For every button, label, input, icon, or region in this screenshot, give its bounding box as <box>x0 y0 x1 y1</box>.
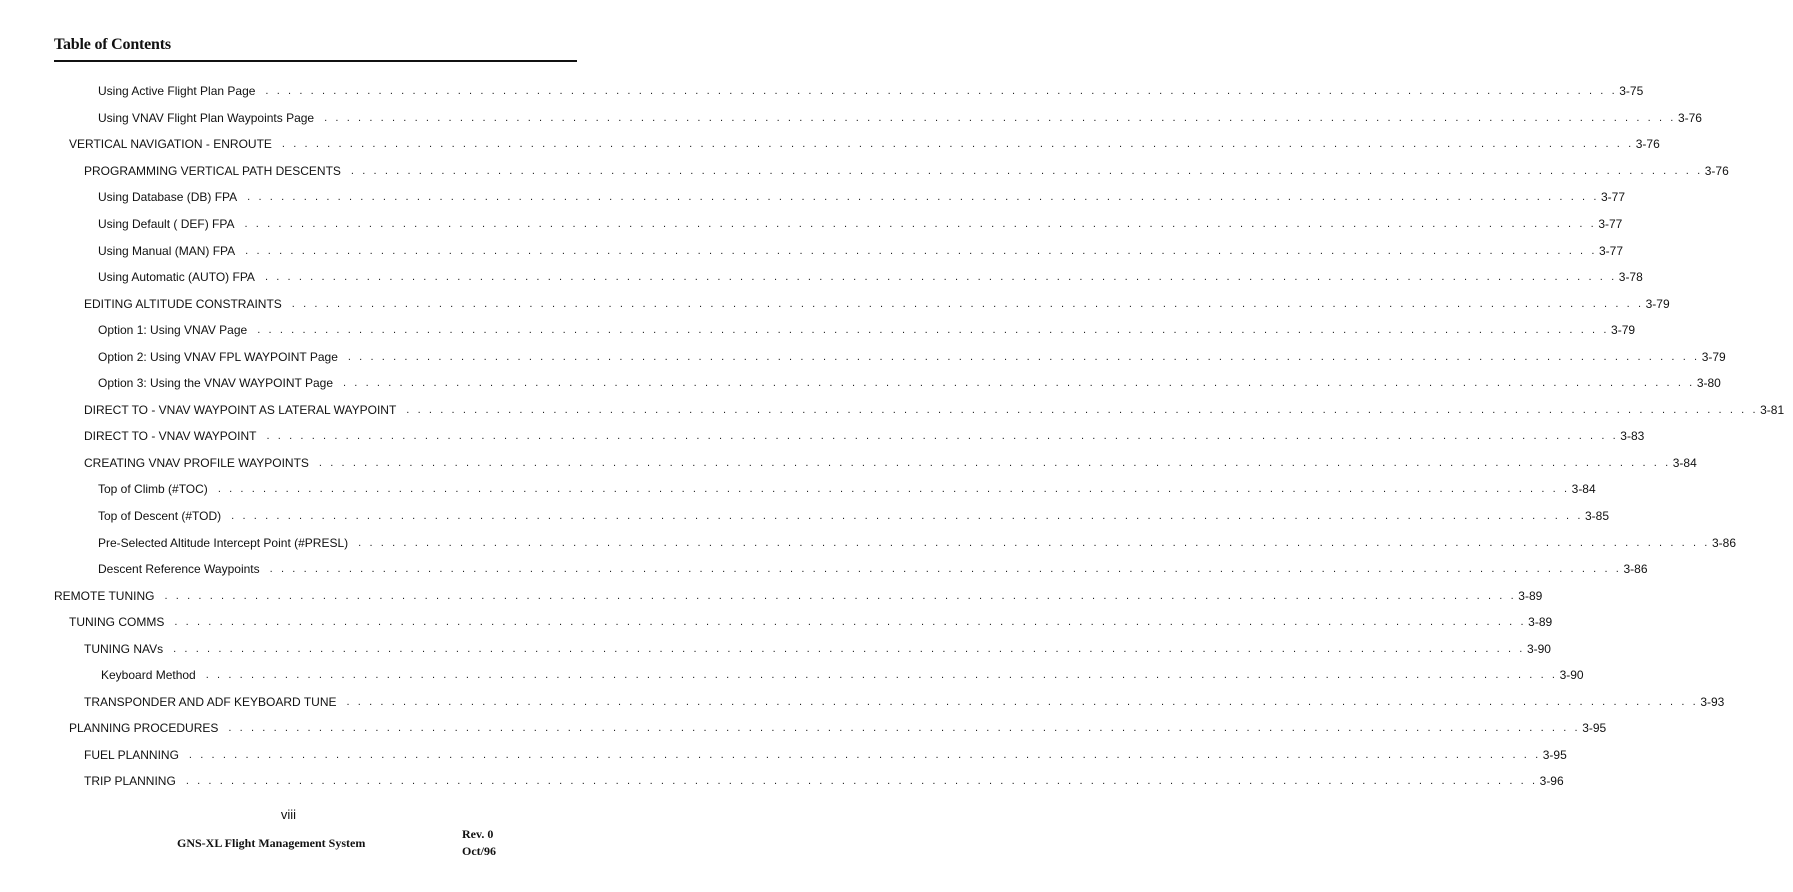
toc-entry-title: TRIP PLANNING <box>84 774 176 789</box>
revision-date: Oct/96 <box>462 844 496 858</box>
toc-dot-leader: . . . . . . . . . . . . . . . . . . . . . . . . . . . . . . . . . . . . . . . . . . . . . . . . . . . . . . . . . . . . . . . . . . . . . . . . . . . . . . . . . . . . . . . . . . . . . . . . . . . . . . . . . . . . . . . . . . . . . . . . <box>217 483 1570 496</box>
toc-entry-title: Pre-Selected Altitude Intercept Point (#PRESL) <box>98 535 349 550</box>
toc-entry-title: DIRECT TO - VNAV WAYPOINT <box>84 429 257 444</box>
toc-dot-leader: . . . . . . . . . . . . . . . . . . . . . . . . . . . . . . . . . . . . . . . . . . . . . . . . . . . . . . . . . . . . . . . . . . . . . . . . . . . . . . . . . . . . . . . . . . . . . . . . . . . . . . . . . . . . . . . . . . . . . . . . <box>343 377 1695 390</box>
toc-entry <box>0 397 1785 424</box>
toc-entry-page: 3-90 <box>1526 641 1551 656</box>
toc-entry <box>0 105 1702 132</box>
toc-dot-leader: . . . . . . . . . . . . . . . . . . . . . . . . . . . . . . . . . . . . . . . . . . . . . . . . . . . . . . . . . . . . . . . . . . . . . . . . . . . . . . . . . . . . . . . . . . . . . . . . . . . . . . . . . . . . . . . . . . . . . . . . <box>347 350 1700 363</box>
toc-dot-leader: . . . . . . . . . . . . . . . . . . . . . . . . . . . . . . . . . . . . . . . . . . . . . . . . . . . . . . . . . . . . . . . . . . . . . . . . . . . . . . . . . . . . . . . . . . . . . . . . . . . . . . . . . . . . . . . . . . . . . . . . <box>269 563 1622 576</box>
toc-entry <box>0 131 1660 158</box>
toc-entry-page: 3-76 <box>1635 137 1660 152</box>
toc-dot-leader: . . . . . . . . . . . . . . . . . . . . . . . . . . . . . . . . . . . . . . . . . . . . . . . . . . . . . . . . . . . . . . . . . . . . . . . . . . . . . . . . . . . . . . . . . . . . . . . . . . . . . . . . . . . . . . . . . . . . . . . . <box>188 748 1541 761</box>
toc-dot-leader: . . . . . . . . . . . . . . . . . . . . . . . . . . . . . . . . . . . . . . . . . . . . . . . . . . . . . . . . . . . . . . . . . . . . . . . . . . . . . . . . . . . . . . . . . . . . . . . . . . . . . . . . . . . . . . . . . . . . . . . . <box>174 616 1527 629</box>
toc-entry <box>0 715 1607 742</box>
toc-entry <box>0 609 1553 636</box>
toc-entry-title: VERTICAL NAVIGATION - ENROUTE <box>69 137 272 152</box>
page-number: viii <box>280 807 297 822</box>
toc-dot-leader: . . . . . . . . . . . . . . . . . . . . . . . . . . . . . . . . . . . . . . . . . . . . . . . . . . . . . . . . . . . . . . . . . . . . . . . . . . . . . . . . . . . . . . . . . . . . . . . . . . . . . . . . . . . . . . . . . . . . . . . . <box>185 775 1538 788</box>
toc-entry-page: 3-84 <box>1571 482 1596 497</box>
toc-entry-title: EDITING ALTITUDE CONSTRAINTS <box>84 296 282 311</box>
toc-entry-page: 3-89 <box>1518 588 1543 603</box>
toc-entry-page: 3-96 <box>1539 774 1564 789</box>
toc-entry <box>0 211 1623 238</box>
toc-entry-title: Using Default ( DEF) FPA <box>98 217 235 231</box>
toc-entry-title: TUNING NAVs <box>84 641 164 656</box>
toc-entry <box>0 476 1596 503</box>
toc-entry <box>0 290 1670 317</box>
toc-entry <box>0 237 1624 264</box>
toc-entry-page: 3-80 <box>1696 376 1721 391</box>
toc-entry-page: 3-93 <box>1700 694 1725 709</box>
toc-dot-leader: . . . . . . . . . . . . . . . . . . . . . . . . . . . . . . . . . . . . . . . . . . . . . . . . . . . . . . . . . . . . . . . . . . . . . . . . . . . . . . . . . . . . . . . . . . . . . . . . . . . . . . . . . . . . . . . . . . . . . . . . <box>264 271 1617 284</box>
page-title: Table of Contents <box>54 36 171 53</box>
toc-entry <box>0 662 1584 689</box>
toc-dot-leader: . . . . . . . . . . . . . . . . . . . . . . . . . . . . . . . . . . . . . . . . . . . . . . . . . . . . . . . . . . . . . . . . . . . . . . . . . . . . . . . . . . . . . . . . . . . . . . . . . . . . . . . . . . . . . . . . . . . . . . . . <box>245 244 1597 257</box>
toc-entry <box>0 450 1697 477</box>
toc-dot-leader: . . . . . . . . . . . . . . . . . . . . . . . . . . . . . . . . . . . . . . . . . . . . . . . . . . . . . . . . . . . . . . . . . . . . . . . . . . . . . . . . . . . . . . . . . . . . . . . . . . . . . . . . . . . . . . . . . . . . . . . . <box>257 324 1610 337</box>
revision-label: Rev. 0 <box>462 827 494 841</box>
toc-dot-leader: . . . . . . . . . . . . . . . . . . . . . . . . . . . . . . . . . . . . . . . . . . . . . . . . . . . . . . . . . . . . . . . . . . . . . . . . . . . . . . . . . . . . . . . . . . . . . . . . . . . . . . . . . . . . . . . . . . . . . . . . <box>406 403 1759 416</box>
toc-entry-title: PLANNING PROCEDURES <box>69 721 219 736</box>
document-title: GNS-XL Flight Management System <box>177 836 366 850</box>
toc-entry-title: Using Active Flight Plan Page <box>98 84 256 99</box>
toc-entry <box>0 689 1725 716</box>
toc-entry <box>0 184 1626 211</box>
toc-entry-page: 3-76 <box>1704 163 1729 178</box>
header-divider <box>54 60 577 62</box>
toc-entry <box>0 768 1564 795</box>
toc-entry-title: Using Manual (MAN) FPA <box>98 243 236 258</box>
toc-entry <box>0 529 1736 556</box>
toc-entry-page: 3-86 <box>1623 562 1648 577</box>
toc-entry-title: Option 1: Using VNAV Page <box>98 323 248 338</box>
toc-entry-page: 3-85 <box>1585 509 1610 524</box>
toc-entry <box>0 158 1729 185</box>
toc-dot-leader: . . . . . . . . . . . . . . . . . . . . . . . . . . . . . . . . . . . . . . . . . . . . . . . . . . . . . . . . . . . . . . . . . . . . . . . . . . . . . . . . . . . . . . . . . . . . . . . . . . . . . . . . . . . . . . . . . . . . . . . . <box>247 191 1599 204</box>
toc-dot-leader: . . . . . . . . . . . . . . . . . . . . . . . . . . . . . . . . . . . . . . . . . . . . . . . . . . . . . . . . . . . . . . . . . . . . . . . . . . . . . . . . . . . . . . . . . . . . . . . . . . . . . . . . . . . . . . . . . . . . . . . . <box>244 218 1597 230</box>
toc-entry <box>0 317 1636 344</box>
toc-entry-page: 3-84 <box>1672 455 1697 470</box>
toc-entry <box>0 78 1644 105</box>
toc-entry-page: 3-79 <box>1611 323 1636 338</box>
toc-entry <box>0 503 1610 530</box>
toc-entry-title: Using VNAV Flight Plan Waypoints Page <box>98 110 315 125</box>
toc-entry-title: FUEL PLANNING <box>84 747 179 762</box>
toc-entry-page: 3-77 <box>1601 190 1626 205</box>
toc-entry-page: 3-77 <box>1598 217 1623 231</box>
toc-entry-page: 3-90 <box>1559 668 1584 683</box>
toc-entry-page: 3-78 <box>1618 270 1643 285</box>
toc-entry-page: 3-75 <box>1619 84 1644 99</box>
toc-entry-title: TRANSPONDER AND ADF KEYBOARD TUNE <box>84 694 337 709</box>
toc-entry-title: Top of Descent (#TOD) <box>98 509 222 524</box>
toc-dot-leader: . . . . . . . . . . . . . . . . . . . . . . . . . . . . . . . . . . . . . . . . . . . . . . . . . . . . . . . . . . . . . . . . . . . . . . . . . . . . . . . . . . . . . . . . . . . . . . . . . . . . . . . . . . . . . . . . . . . . . . . . <box>173 642 1525 655</box>
toc-entry-page: 3-89 <box>1528 615 1553 630</box>
table-of-contents <box>0 78 1785 795</box>
toc-entry-page: 3-76 <box>1677 110 1702 125</box>
toc-entry-title: Using Database (DB) FPA <box>98 190 238 205</box>
toc-entry <box>0 423 1645 450</box>
toc-dot-leader: . . . . . . . . . . . . . . . . . . . . . . . . . . . . . . . . . . . . . . . . . . . . . . . . . . . . . . . . . . . . . . . . . . . . . . . . . . . . . . . . . . . . . . . . . . . . . . . . . . . . . . . . . . . . . . . . . . . . . . . . <box>266 430 1619 443</box>
toc-dot-leader: . . . . . . . . . . . . . . . . . . . . . . . . . . . . . . . . . . . . . . . . . . . . . . . . . . . . . . . . . . . . . . . . . . . . . . . . . . . . . . . . . . . . . . . . . . . . . . . . . . . . . . . . . . . . . . . . . . . . . . . . <box>358 536 1710 549</box>
toc-dot-leader: . . . . . . . . . . . . . . . . . . . . . . . . . . . . . . . . . . . . . . . . . . . . . . . . . . . . . . . . . . . . . . . . . . . . . . . . . . . . . . . . . . . . . . . . . . . . . . . . . . . . . . . . . . . . . . . . . . . . . . . . <box>265 85 1618 98</box>
toc-entry <box>0 742 1567 769</box>
toc-dot-leader: . . . . . . . . . . . . . . . . . . . . . . . . . . . . . . . . . . . . . . . . . . . . . . . . . . . . . . . . . . . . . . . . . . . . . . . . . . . . . . . . . . . . . . . . . . . . . . . . . . . . . . . . . . . . . . . . . . . . . . . . <box>318 456 1671 469</box>
toc-entry-title: REMOTE TUNING <box>54 588 155 603</box>
toc-entry-title: PROGRAMMING VERTICAL PATH DESCENTS <box>84 163 341 178</box>
toc-entry-title: Option 3: Using the VNAV WAYPOINT Page <box>98 376 333 391</box>
toc-entry <box>0 556 1648 583</box>
toc-entry-page: 3-79 <box>1645 296 1670 311</box>
toc-entry <box>0 264 1643 291</box>
toc-dot-leader: . . . . . . . . . . . . . . . . . . . . . . . . . . . . . . . . . . . . . . . . . . . . . . . . . . . . . . . . . . . . . . . . . . . . . . . . . . . . . . . . . . . . . . . . . . . . . . . . . . . . . . . . . . . . . . . . . . . . . . . . <box>350 164 1703 177</box>
toc-entry-title: Descent Reference Waypoints <box>98 562 260 577</box>
toc-entry-page: 3-77 <box>1598 243 1624 258</box>
toc-dot-leader: . . . . . . . . . . . . . . . . . . . . . . . . . . . . . . . . . . . . . . . . . . . . . . . . . . . . . . . . . . . . . . . . . . . . . . . . . . . . . . . . . . . . . . . . . . . . . . . . . . . . . . . . . . . . . . . . . . . . . . . . <box>231 510 1583 523</box>
toc-entry-title: Keyboard Method <box>101 668 196 683</box>
toc-entry-page: 3-86 <box>1711 535 1736 550</box>
toc-dot-leader: . . . . . . . . . . . . . . . . . . . . . . . . . . . . . . . . . . . . . . . . . . . . . . . . . . . . . . . . . . . . . . . . . . . . . . . . . . . . . . . . . . . . . . . . . . . . . . . . . . . . . . . . . . . . . . . . . . . . . . . . <box>205 669 1558 682</box>
toc-entry <box>0 635 1551 662</box>
toc-entry-title: TUNING COMMS <box>69 615 165 630</box>
toc-dot-leader: . . . . . . . . . . . . . . . . . . . . . . . . . . . . . . . . . . . . . . . . . . . . . . . . . . . . . . . . . . . . . . . . . . . . . . . . . . . . . . . . . . . . . . . . . . . . . . . . . . . . . . . . . . . . . . . . . . . . . . . . <box>291 297 1644 310</box>
toc-entry-page: 3-95 <box>1542 747 1567 762</box>
toc-dot-leader: . . . . . . . . . . . . . . . . . . . . . . . . . . . . . . . . . . . . . . . . . . . . . . . . . . . . . . . . . . . . . . . . . . . . . . . . . . . . . . . . . . . . . . . . . . . . . . . . . . . . . . . . . . . . . . . . . . . . . . . . <box>324 111 1676 124</box>
revision-block <box>462 826 496 860</box>
toc-entry-page: 3-95 <box>1582 721 1607 736</box>
toc-dot-leader: . . . . . . . . . . . . . . . . . . . . . . . . . . . . . . . . . . . . . . . . . . . . . . . . . . . . . . . . . . . . . . . . . . . . . . . . . . . . . . . . . . . . . . . . . . . . . . . . . . . . . . . . . . . . . . . . . . . . . . . . <box>281 138 1634 151</box>
toc-dot-leader: . . . . . . . . . . . . . . . . . . . . . . . . . . . . . . . . . . . . . . . . . . . . . . . . . . . . . . . . . . . . . . . . . . . . . . . . . . . . . . . . . . . . . . . . . . . . . . . . . . . . . . . . . . . . . . . . . . . . . . . . <box>228 722 1581 735</box>
toc-entry-title: Using Automatic (AUTO) FPA <box>98 270 255 285</box>
toc-entry <box>0 370 1721 397</box>
toc-dot-leader: . . . . . . . . . . . . . . . . . . . . . . . . . . . . . . . . . . . . . . . . . . . . . . . . . . . . . . . . . . . . . . . . . . . . . . . . . . . . . . . . . . . . . . . . . . . . . . . . . . . . . . . . . . . . . . . . . . . . . . . . <box>346 695 1699 708</box>
toc-entry-page: 3-79 <box>1701 349 1726 364</box>
toc-entry-title: Option 2: Using VNAV FPL WAYPOINT Page <box>98 349 338 364</box>
toc-entry <box>0 343 1726 370</box>
toc-entry-title: CREATING VNAV PROFILE WAYPOINTS <box>84 455 309 470</box>
toc-dot-leader: . . . . . . . . . . . . . . . . . . . . . . . . . . . . . . . . . . . . . . . . . . . . . . . . . . . . . . . . . . . . . . . . . . . . . . . . . . . . . . . . . . . . . . . . . . . . . . . . . . . . . . . . . . . . . . . . . . . . . . . . <box>164 589 1517 602</box>
toc-entry <box>0 582 1543 609</box>
toc-entry-page: 3-81 <box>1760 402 1785 417</box>
toc-entry-page: 3-83 <box>1620 429 1645 444</box>
toc-entry-title: DIRECT TO - VNAV WAYPOINT AS LATERAL WAYPOINT <box>84 402 397 417</box>
toc-entry-title: Top of Climb (#TOC) <box>98 482 208 497</box>
